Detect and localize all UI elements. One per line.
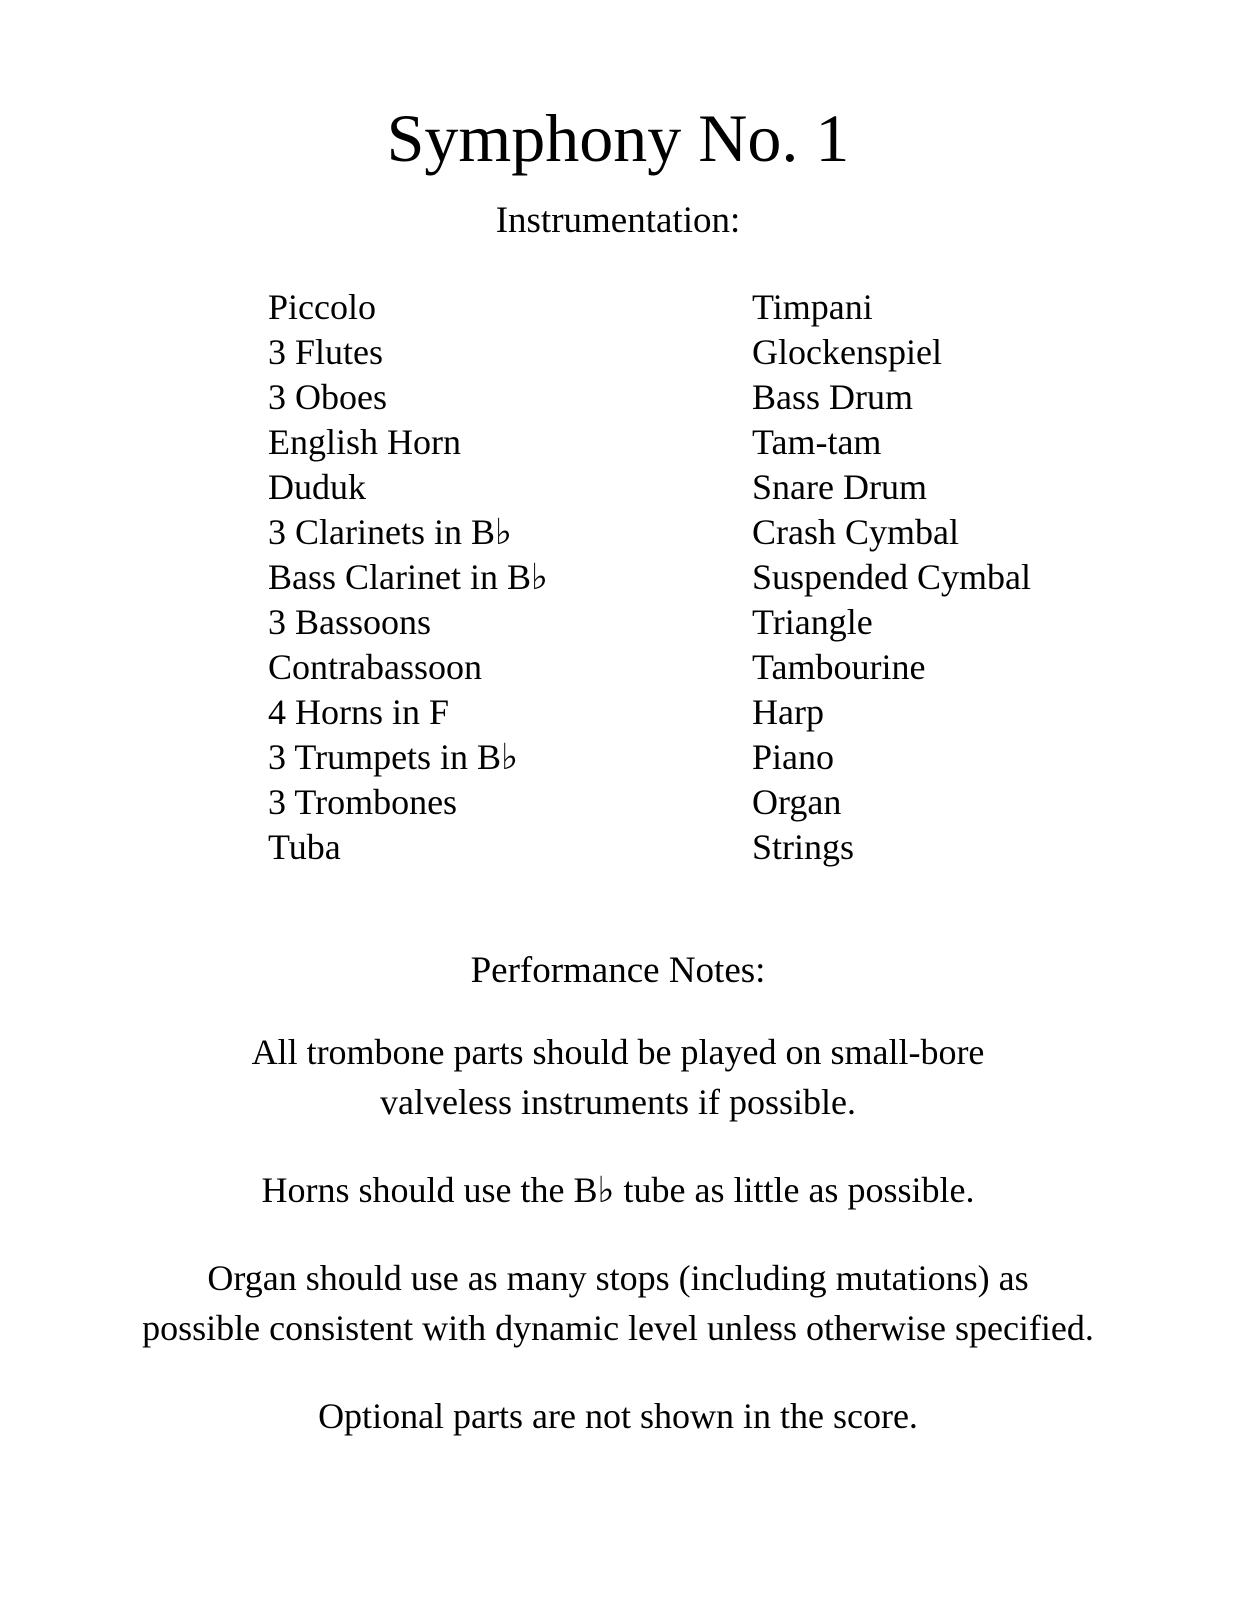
instrument-item: Snare Drum xyxy=(752,467,927,507)
instrument-item: Tambourine xyxy=(752,647,926,687)
instrument-item: Harp xyxy=(752,692,824,732)
note-line: valveless instruments if possible. xyxy=(380,1082,856,1122)
instrument-item: Timpani xyxy=(752,287,873,327)
instrument-item: Crash Cymbal xyxy=(752,512,959,552)
instrument-list-left xyxy=(268,285,752,870)
performance-note xyxy=(0,1027,1236,1127)
instrument-item: Piccolo xyxy=(268,287,376,327)
note-line: Horns should use the B♭ tube as little as possible. xyxy=(261,1170,975,1210)
note-line: All trombone parts should be played on small-bore xyxy=(251,1032,985,1072)
instrument-item: Organ xyxy=(752,782,842,822)
instrument-item: Piano xyxy=(752,737,835,777)
note-line: Organ should use as many stops (including mutations) as xyxy=(207,1258,1029,1298)
performance-note xyxy=(0,1165,1236,1215)
instrument-item: Tam-tam xyxy=(752,422,882,462)
note-line: possible consistent with dynamic level unless otherwise specified. xyxy=(142,1308,1094,1348)
performance-note xyxy=(0,1391,1236,1441)
instrument-list-right xyxy=(752,285,1031,870)
instrument-item: Bass Drum xyxy=(752,377,913,417)
instrument-item: Contrabassoon xyxy=(268,647,482,687)
instrument-item: 3 Flutes xyxy=(268,332,384,372)
note-line: Optional parts are not shown in the score. xyxy=(318,1396,918,1436)
instrument-item: Strings xyxy=(752,827,855,867)
instrument-item: 4 Horns in F xyxy=(268,692,450,732)
instrument-item: Triangle xyxy=(752,602,873,642)
instrument-item: 3 Trombones xyxy=(268,782,458,822)
instrumentation-columns xyxy=(0,285,1236,870)
instrument-item: 3 Clarinets in B♭ xyxy=(268,512,512,552)
instrument-item: English Horn xyxy=(268,422,461,462)
instrument-item: Tuba xyxy=(268,827,341,867)
instrument-item: Glockenspiel xyxy=(752,332,942,372)
instrumentation-heading: Instrumentation: xyxy=(495,200,741,241)
instrument-item: Duduk xyxy=(268,467,366,507)
instrument-item: 3 Trumpets in B♭ xyxy=(268,737,519,777)
instrument-item: Bass Clarinet in B♭ xyxy=(268,557,548,597)
document-title: Symphony No. 1 xyxy=(386,100,850,176)
instrument-item: Suspended Cymbal xyxy=(752,557,1031,597)
instrument-item: 3 Bassoons xyxy=(268,602,432,642)
performance-note xyxy=(0,1253,1236,1353)
performance-notes-heading: Performance Notes: xyxy=(470,950,766,991)
instrument-item: 3 Oboes xyxy=(268,377,387,417)
